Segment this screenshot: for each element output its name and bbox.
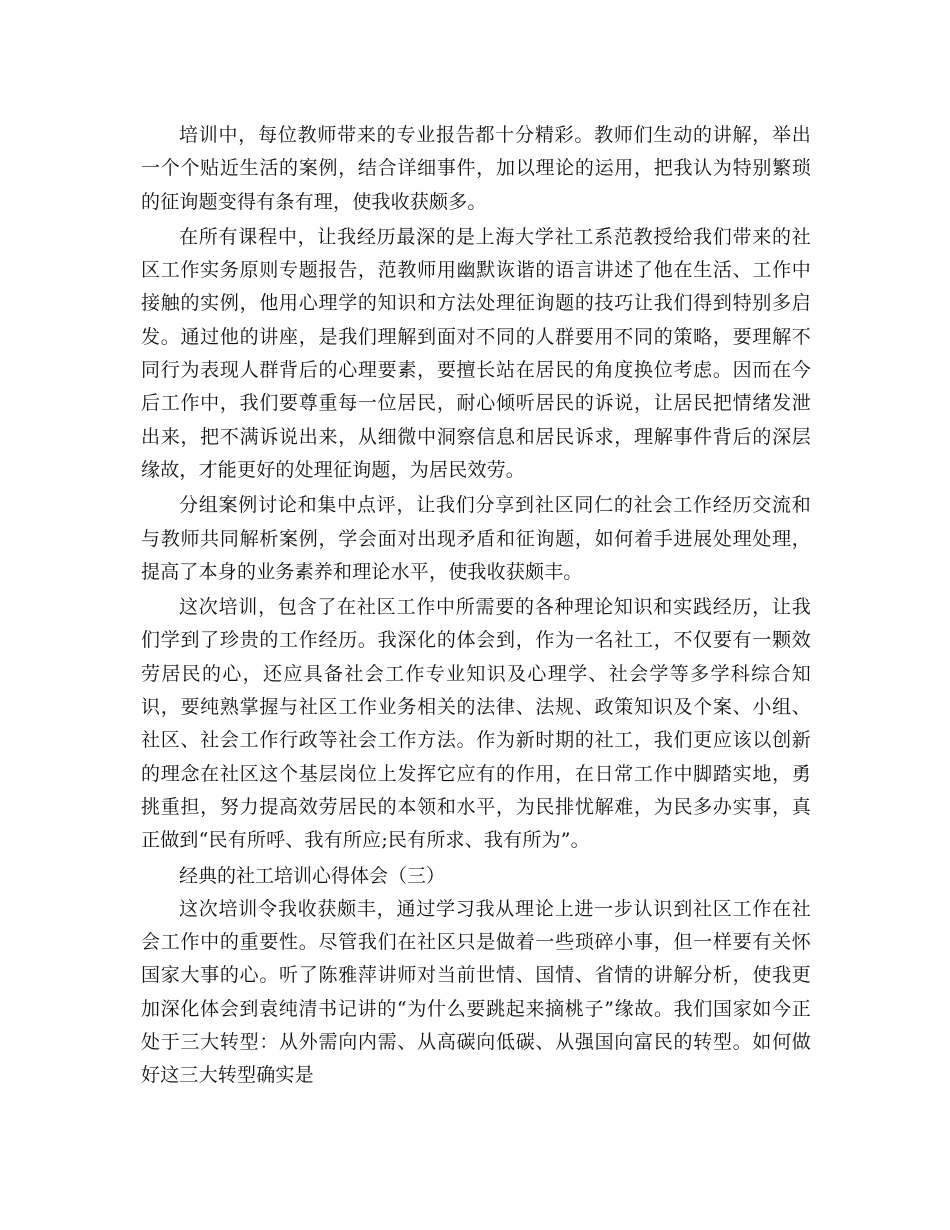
paragraph-5: 这次培训令我收获颇丰，通过学习我从理论上进一步认识到社区工作在社会工作中的重要性。尽管我们在社区只是做着一些琐碎小事，但一样要有关怀国家大事的心。听了陈雅萍讲师对当前世情、国情、省情的讲解分析，使我更加深化体会到袁纯清书记讲的“为什么要跳起来摘桃子”缘故。我们国家如今正处于三大转型：从外需向内需、从高碳向低碳、从强国向富民的转型。如何做好这三大转型确实是 [141,897,811,1087]
section-heading: 经典的社工培训心得体会（三） [179,864,446,887]
paragraph-1: 培训中，每位教师带来的专业报告都十分精彩。教师们生动的讲解，举出一个个贴近生活的案例，结合详细事件，加以理论的运用，把我认为特别繁琐的征询题变得有条有理，使我收获颇多。 [141,124,811,213]
paragraph-2: 在所有课程中，让我经历最深的是上海大学社工系范教授给我们带来的社区工作实务原则专题报告，范教师用幽默诙谐的语言讲述了他在生活、工作中接触的实例，他用心理学的知识和方法处理征询题的技巧让我们得到特别多启发。通过他的讲座，是我们理解到面对不同的人群要用不同的策略，要理解不同行为表现人群背后的心理要素，要擅长站在居民的角度换位考虑。因而在今后工作中，我们要尊重每一位居民，耐心倾听居民的诉说，让居民把情绪发泄出来，把不满诉说出来，从细微中洞察信息和居民诉求，理解事件背后的深层缘故，才能更好的处理征询题，为居民效劳。 [141,225,811,481]
document-page [141,119,811,1095]
paragraph-3: 分组案例讨论和集中点评，让我们分享到社区同仁的社会工作经历交流和与教师共同解析案例，学会面对出现矛盾和征询题，如何着手进展处理处理，提高了本身的业务素养和理论水平，使我收获颇丰。 [141,494,811,583]
paragraph-4: 这次培训，包含了在社区工作中所需要的各种理论知识和实践经历，让我们学到了珍贵的工作经历。我深化的体会到，作为一名社工，不仅要有一颗效劳居民的心，还应具备社会工作专业知识及心理学、社会学等多学科综合知识，要纯熟掌握与社区工作业务相关的法律、法规、政策知识及个案、小组、社区、社会工作行政等社会工作方法。作为新时期的社工，我们更应该以创新的理念在社区这个基层岗位上发挥它应有的作用，在日常工作中脚踏实地，勇挑重担，努力提高效劳居民的本领和水平，为民排忧解难，为民多办实事，真正做到“民有所呼、我有所应;民有所求、我有所为”。 [141,596,811,852]
